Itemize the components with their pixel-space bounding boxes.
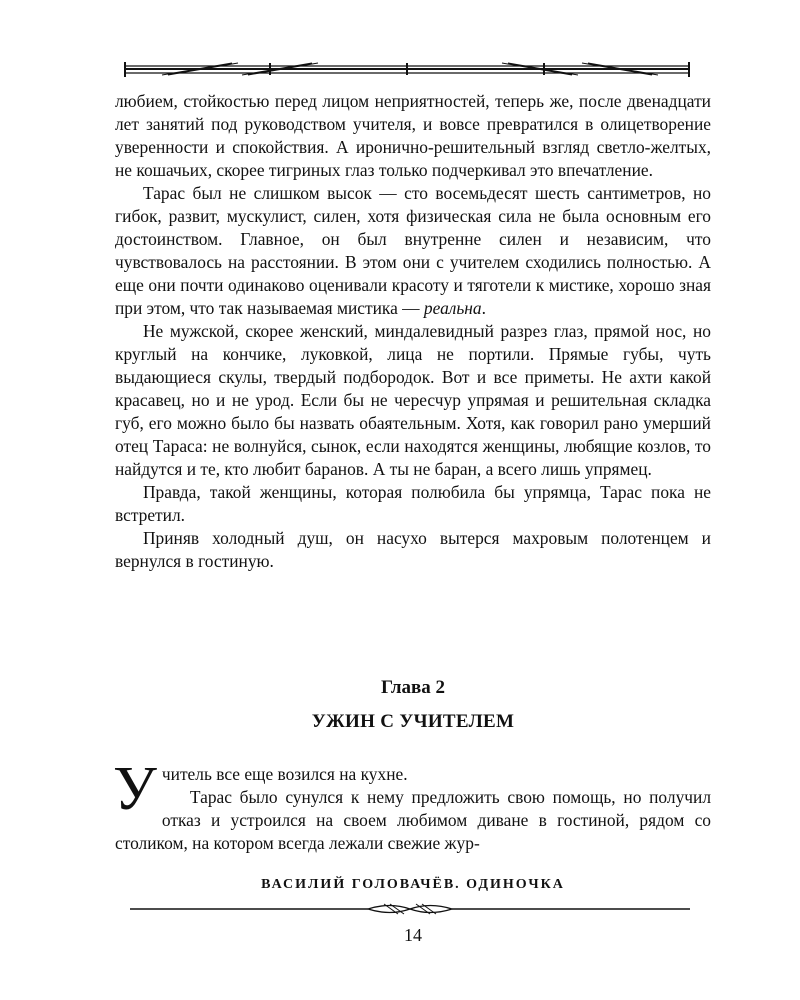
paragraph-2-text: Тарас был не слишком высок — сто восемьдесят шесть сантиметров, но гибок, развит, мускулист, силен, хотя физическая сила не была основным его достоинством. Главное, он был внутренне силен и независим, что чувствовалось на расстоянии. В этом они с учителем сходились полностью. А еще они почти одинаково оценивали красоту и тяготели к мистике, хорошо зная при этом, что так называемая мистика —: [115, 183, 711, 318]
top-ornament: [122, 60, 692, 80]
body-text: [115, 90, 711, 573]
bottom-ornament: [128, 900, 692, 920]
paragraph-3: Не мужской, скорее женский, миндалевидный разрез глаз, прямой нос, но круглый на кончике, луковкой, лица не портили. Прямые губы, чуть выдающиеся скулы, твердый подбородок. Вот и все приметы. Не ахти какой красавец, но и не урод. Если бы не чересчур упрямая и решительная складка губ, его можно было бы назвать обаятельным. Хотя, как говорил рано умерший отец Тараса: не волнуйся, сынок, если находятся женщины, любящие козлов, то найдутся и те, кто любит баранов. А ты не баран, а всего лишь упрямец.: [115, 321, 711, 479]
paragraph-2: [115, 182, 711, 320]
drop-cap: У: [113, 755, 157, 823]
paragraph-2-end: .: [481, 298, 486, 318]
chapter-title: УЖИН С УЧИТЕЛЕМ: [311, 711, 515, 732]
chapter-number: Глава 2: [380, 677, 446, 698]
italic-word: реальна: [423, 298, 482, 318]
paragraph-4: Правда, такой женщины, которая полюбила бы упрямца, Тарас пока не встретил.: [115, 482, 711, 525]
page-number: 14: [404, 925, 422, 945]
chapter-first-line: читель все еще возился на кухне.: [161, 764, 408, 784]
paragraph-5: Приняв холодный душ, он насухо вытерся махровым полотенцем и вернулся в гостиную.: [115, 528, 711, 571]
chapter-second-paragraph: Тарас было сунулся к нему предложить свою помощь, но получил отказ и устроился на своем любимом диване в гостиной, рядом со столиком, на котором всегда лежали свежие жур-: [115, 787, 711, 853]
running-title: ВАСИЛИЙ ГОЛОВАЧЁВ. ОДИНОЧКА: [261, 877, 565, 892]
chapter-text: [113, 755, 711, 855]
paragraph-1: любием, стойкостью перед лицом неприятностей, теперь же, после двенадцати лет занятий под руководством учителя, и вовсе превратился в олицетворение уверенности и спокойствия. А иронично-решительный взгляд светло-желтых, не кошачьих, скорее тигриных глаз только подчеркивал это впечатление.: [115, 91, 711, 180]
